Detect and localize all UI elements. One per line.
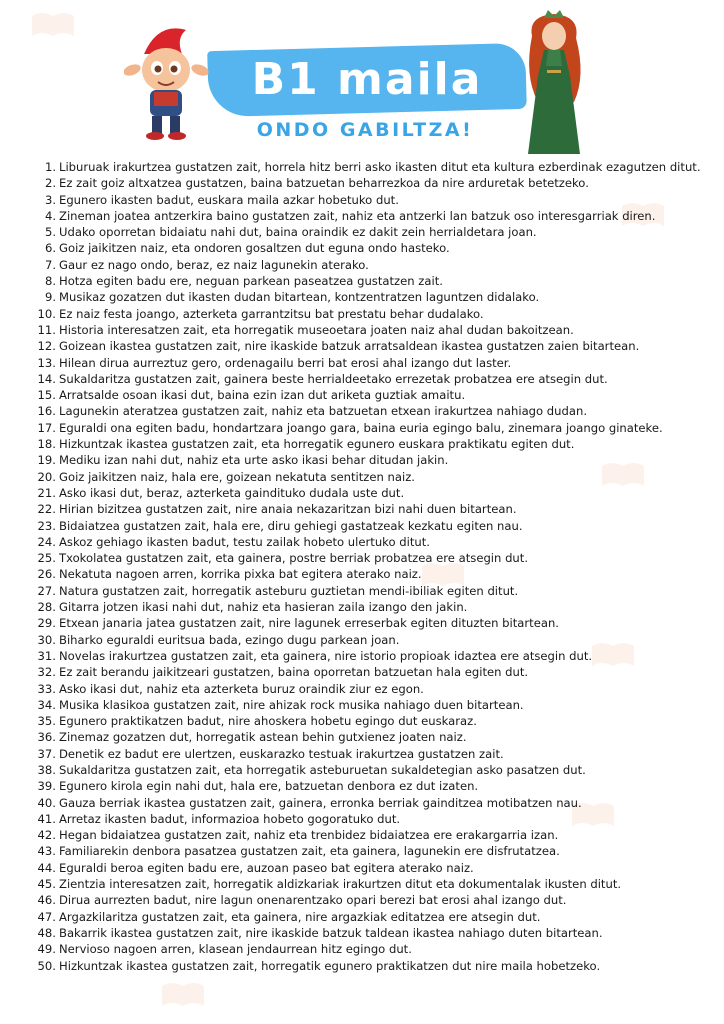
item-text: Liburuak irakurtzea gustatzen zait, horrela hitz berri asko ikasten ditut eta kultura ezberdinak ezagutzen ditut. [59, 160, 701, 174]
item-text: Hegan bidaiatzea gustatzen zait, nahiz eta trenbidez bidaiatzea ere erakargarria izan. [59, 828, 559, 843]
list-item [0, 534, 724, 550]
item-number: 46. [37, 893, 56, 908]
list-item [0, 289, 724, 305]
item-text: Ez naiz festa joango, azterketa garrantzitsu bat prestatu behar dudalako. [59, 306, 484, 321]
list-item [0, 420, 724, 436]
page-subtitle: ONDO GABILTZA! [256, 119, 474, 141]
list-item [0, 811, 724, 827]
item-number: 19. [37, 453, 56, 468]
item-number: 8. [44, 274, 56, 289]
item-number: 27. [37, 583, 56, 598]
item-number: 45. [37, 877, 56, 892]
item-number: 48. [37, 925, 56, 940]
sentence-list [0, 159, 724, 974]
item-number: 17. [37, 420, 56, 435]
item-text: Zinemaz gozatzen dut, horregatik astean behin gutxienez joaten naiz. [59, 730, 467, 745]
item-number: 36. [37, 730, 56, 745]
list-item [0, 681, 724, 697]
item-text: Bidaiatzea gustatzen zait, hala ere, diru gehiegi gastatzeak kezkatu egiten nau. [59, 518, 523, 533]
list-item [0, 175, 724, 191]
watermark-book-icon [160, 980, 206, 1008]
item-text: Mediku izan nahi dut, nahiz eta urte asko ikasi behar ditudan jakin. [59, 453, 449, 468]
item-number: 42. [37, 828, 56, 843]
item-number: 41. [37, 811, 56, 826]
item-text: Dirua aurrezten badut, nire lagun onenarentzako opari berezi bat erosi ahal izango dut. [59, 893, 567, 908]
item-text: Lagunekin ateratzea gustatzen zait, nahiz eta batzuetan etxean irakurtzea nahiago dudan. [59, 404, 588, 419]
item-text: Natura gustatzen zait, horregatik asteburu guztietan mendi-ibiliak egiten ditut. [59, 583, 519, 598]
item-text: Familiarekin denbora pasatzea gustatzen zait, eta gainera, lagunekin ere disfrutatzea. [59, 844, 560, 859]
item-text: Ez zait goiz altxatzea gustatzen, baina batzuetan beharrezkoa da nire arduretak betetzeko. [59, 176, 589, 191]
item-text: Hotza egiten badu ere, neguan parkean paseatzea gustatzen zait. [59, 274, 443, 289]
list-item [0, 192, 724, 208]
list-item [0, 208, 724, 224]
list-item [0, 550, 724, 566]
item-text: Hizkuntzak ikastea gustatzen zait, horregatik egunero praktikatzen dut nire maila hobetzeko. [59, 958, 601, 973]
item-text: Gauza berriak ikastea gustatzen zait, gainera, erronka berriak gainditzea motibatzen nau. [59, 795, 582, 810]
item-text: Eguraldi ona egiten badu, hondartzara joango gara, baina euria egingo balu, zinemara joango ginateke. [59, 420, 663, 435]
item-number: 12. [37, 339, 56, 354]
item-number: 40. [37, 795, 56, 810]
item-number: 38. [37, 762, 56, 777]
list-item [0, 436, 724, 452]
item-number: 14. [37, 371, 56, 386]
item-number: 39. [37, 779, 56, 794]
list-item [0, 892, 724, 908]
list-item [0, 273, 724, 289]
item-text: Ez zait berandu jaikitzeari gustatzen, baina oporretan batzuetan hala egiten dut. [59, 665, 529, 680]
item-text: Hirian bizitzea gustatzen zait, nire anaia nekazaritzan bizi nahi duen bitartean. [59, 502, 517, 517]
list-item [0, 387, 724, 403]
list-item [0, 257, 724, 273]
item-text: Arretaz ikasten badut, informazioa hobeto gogoratuko dut. [59, 811, 401, 826]
list-item [0, 713, 724, 729]
item-text: Eguraldi beroa egiten badu ere, auzoan paseo bat egitera aterako naiz. [59, 860, 474, 875]
item-text: Zineman joatea antzerkira baino gustatzen zait, nahiz eta antzerki lan batzuk oso interesgarriak diren. [59, 208, 656, 223]
list-item [0, 697, 724, 713]
item-number: 13. [37, 355, 56, 370]
item-number: 33. [37, 681, 56, 696]
item-number: 44. [37, 860, 56, 875]
list-item [0, 452, 724, 468]
list-item [0, 860, 724, 876]
item-text: Musikaz gozatzen dut ikasten dudan bitartean, kontzentratzen laguntzen didalako. [59, 290, 540, 305]
item-text: Udako oporretan bidaiatu nahi dut, baina oraindik ez dakit zein herrialdetara joan. [59, 225, 537, 240]
list-item [0, 240, 724, 256]
list-item [0, 795, 724, 811]
item-number: 30. [37, 632, 56, 647]
list-item [0, 746, 724, 762]
item-text: Goiz jaikitzen naiz, hala ere, goizean nekatuta sentitzen naiz. [59, 469, 415, 484]
item-number: 24. [37, 534, 56, 549]
item-number: 10. [37, 306, 56, 321]
item-number: 49. [37, 942, 56, 957]
item-number: 1. [44, 160, 56, 174]
list-item [0, 599, 724, 615]
item-number: 26. [37, 567, 56, 582]
item-text: Gitarra jotzen ikasi nahi dut, nahiz eta hasieran zaila izango den jakin. [59, 600, 468, 615]
item-number: 15. [37, 388, 56, 403]
list-item [0, 958, 724, 974]
item-number: 9. [44, 290, 56, 305]
item-text: Gaur ez nago ondo, beraz, ez naiz lagunekin aterako. [59, 257, 369, 272]
item-text: Goizean ikastea gustatzen zait, nire ikaskide batzuk arratsaldean ikastea gustatzen zaien bitartean. [59, 339, 640, 354]
item-text: Askoz gehiago ikasten badut, testu zailak hobeto ulertuko ditut. [59, 534, 430, 549]
item-number: 43. [37, 844, 56, 859]
list-item [0, 355, 724, 371]
item-text: Nervioso nagoen arren, klasean jendaurrean hitz egingo dut. [59, 942, 412, 957]
item-text: Goiz jaikitzen naiz, eta ondoren gosaltzen dut eguna ondo hasteko. [59, 241, 450, 256]
item-text: Egunero praktikatzen badut, nire ahoskera hobetu egingo dut euskaraz. [59, 714, 477, 729]
item-number: 6. [44, 241, 56, 256]
elf-character-illustration [124, 20, 210, 142]
list-item [0, 322, 724, 338]
item-number: 31. [37, 648, 56, 663]
item-text: Hilean dirua aurreztuz gero, ordenagailu berri bat erosi ahal izango dut laster. [59, 355, 512, 370]
item-number: 37. [37, 746, 56, 761]
item-text: Etxean janaria jatea gustatzen zait, nire lagunek erreserbak egiten dituzten bitartean. [59, 616, 559, 631]
list-item [0, 909, 724, 925]
item-number: 29. [37, 616, 56, 631]
list-item [0, 224, 724, 240]
item-text: Zientzia interesatzen zait, horregatik aldizkariak irakurtzen ditut eta dokumentalak ikusten ditut. [59, 877, 622, 892]
list-item [0, 501, 724, 517]
list-item [0, 159, 724, 175]
princess-character-illustration [514, 6, 596, 156]
list-item [0, 925, 724, 941]
item-text: Egunero kirola egin nahi dut, hala ere, batzuetan denbora ez dut izaten. [59, 779, 479, 794]
list-item [0, 778, 724, 794]
list-item [0, 827, 724, 843]
item-number: 3. [44, 192, 56, 207]
item-text: Egunero ikasten badut, euskara maila azkar hobetuko dut. [59, 192, 399, 207]
list-item [0, 338, 724, 354]
item-number: 32. [37, 665, 56, 680]
list-item [0, 941, 724, 957]
list-item [0, 403, 724, 419]
item-number: 11. [37, 322, 56, 337]
item-text: Arratsalde osoan ikasi dut, baina ezin izan dut ariketa guztiak amaitu. [59, 388, 466, 403]
item-number: 4. [44, 208, 56, 223]
item-number: 34. [37, 697, 56, 712]
item-text: Historia interesatzen zait, eta horregatik museoetara joaten naiz ahal dudan bakoitzean. [59, 322, 574, 337]
item-number: 7. [44, 257, 56, 272]
list-item [0, 566, 724, 582]
item-number: 22. [37, 502, 56, 517]
item-number: 2. [44, 176, 56, 191]
item-number: 23. [37, 518, 56, 533]
item-number: 47. [37, 909, 56, 924]
list-item [0, 762, 724, 778]
list-item [0, 518, 724, 534]
item-number: 25. [37, 551, 56, 566]
list-item [0, 632, 724, 648]
list-item [0, 876, 724, 892]
item-number: 20. [37, 469, 56, 484]
item-text: Biharko eguraldi euritsua bada, ezingo dugu parkean joan. [59, 632, 400, 647]
list-item [0, 469, 724, 485]
item-text: Sukaldaritza gustatzen zait, eta horregatik asteburuetan sukaldetegian asko pasatzen dut. [59, 762, 586, 777]
page-header [0, 0, 724, 152]
item-number: 16. [37, 404, 56, 419]
item-text: Musika klasikoa gustatzen zait, nire ahizak rock musika nahiago duen bitartean. [59, 697, 524, 712]
list-item [0, 615, 724, 631]
item-number: 50. [37, 958, 56, 973]
item-text: Bakarrik ikastea gustatzen zait, nire ikaskide batzuk taldean ikastea nahiago duten bitartean. [59, 925, 603, 940]
item-text: Denetik ez badut ere ulertzen, euskarazko testuak irakurtzea gustatzen zait. [59, 746, 504, 761]
list-item [0, 648, 724, 664]
item-text: Asko ikasi dut, beraz, azterketa gaindituko dudala uste dut. [59, 485, 405, 500]
item-text: Nekatuta nagoen arren, korrika pixka bat egitera aterako naiz. [59, 567, 422, 582]
item-text: Hizkuntzak ikastea gustatzen zait, eta horregatik egunero euskara praktikatu egiten dut. [59, 437, 575, 452]
list-item [0, 306, 724, 322]
item-number: 21. [37, 485, 56, 500]
item-number: 28. [37, 600, 56, 615]
item-text: Novelas irakurtzea gustatzen zait, eta gainera, nire istorio propioak idaztea ere atsegin dut. [59, 648, 593, 663]
list-item [0, 664, 724, 680]
list-item [0, 371, 724, 387]
item-text: Asko ikasi dut, nahiz eta azterketa buruz oraindik ziur ez egon. [59, 681, 424, 696]
list-item [0, 729, 724, 745]
list-item [0, 485, 724, 501]
item-number: 18. [37, 437, 56, 452]
list-item [0, 583, 724, 599]
item-number: 35. [37, 714, 56, 729]
list-item [0, 843, 724, 859]
item-text: Argazkilaritza gustatzen zait, eta gainera, nire argazkiak editatzea ere atsegin dut. [59, 909, 541, 924]
page-title: B1 maila [251, 54, 483, 105]
item-text: Sukaldaritza gustatzen zait, gainera beste herrialdeetako errezetak probatzea ere atsegin dut. [59, 371, 608, 386]
item-number: 5. [44, 225, 56, 240]
item-text: Txokolatea gustatzen zait, eta gainera, postre berriak probatzea ere atsegin dut. [59, 551, 529, 566]
